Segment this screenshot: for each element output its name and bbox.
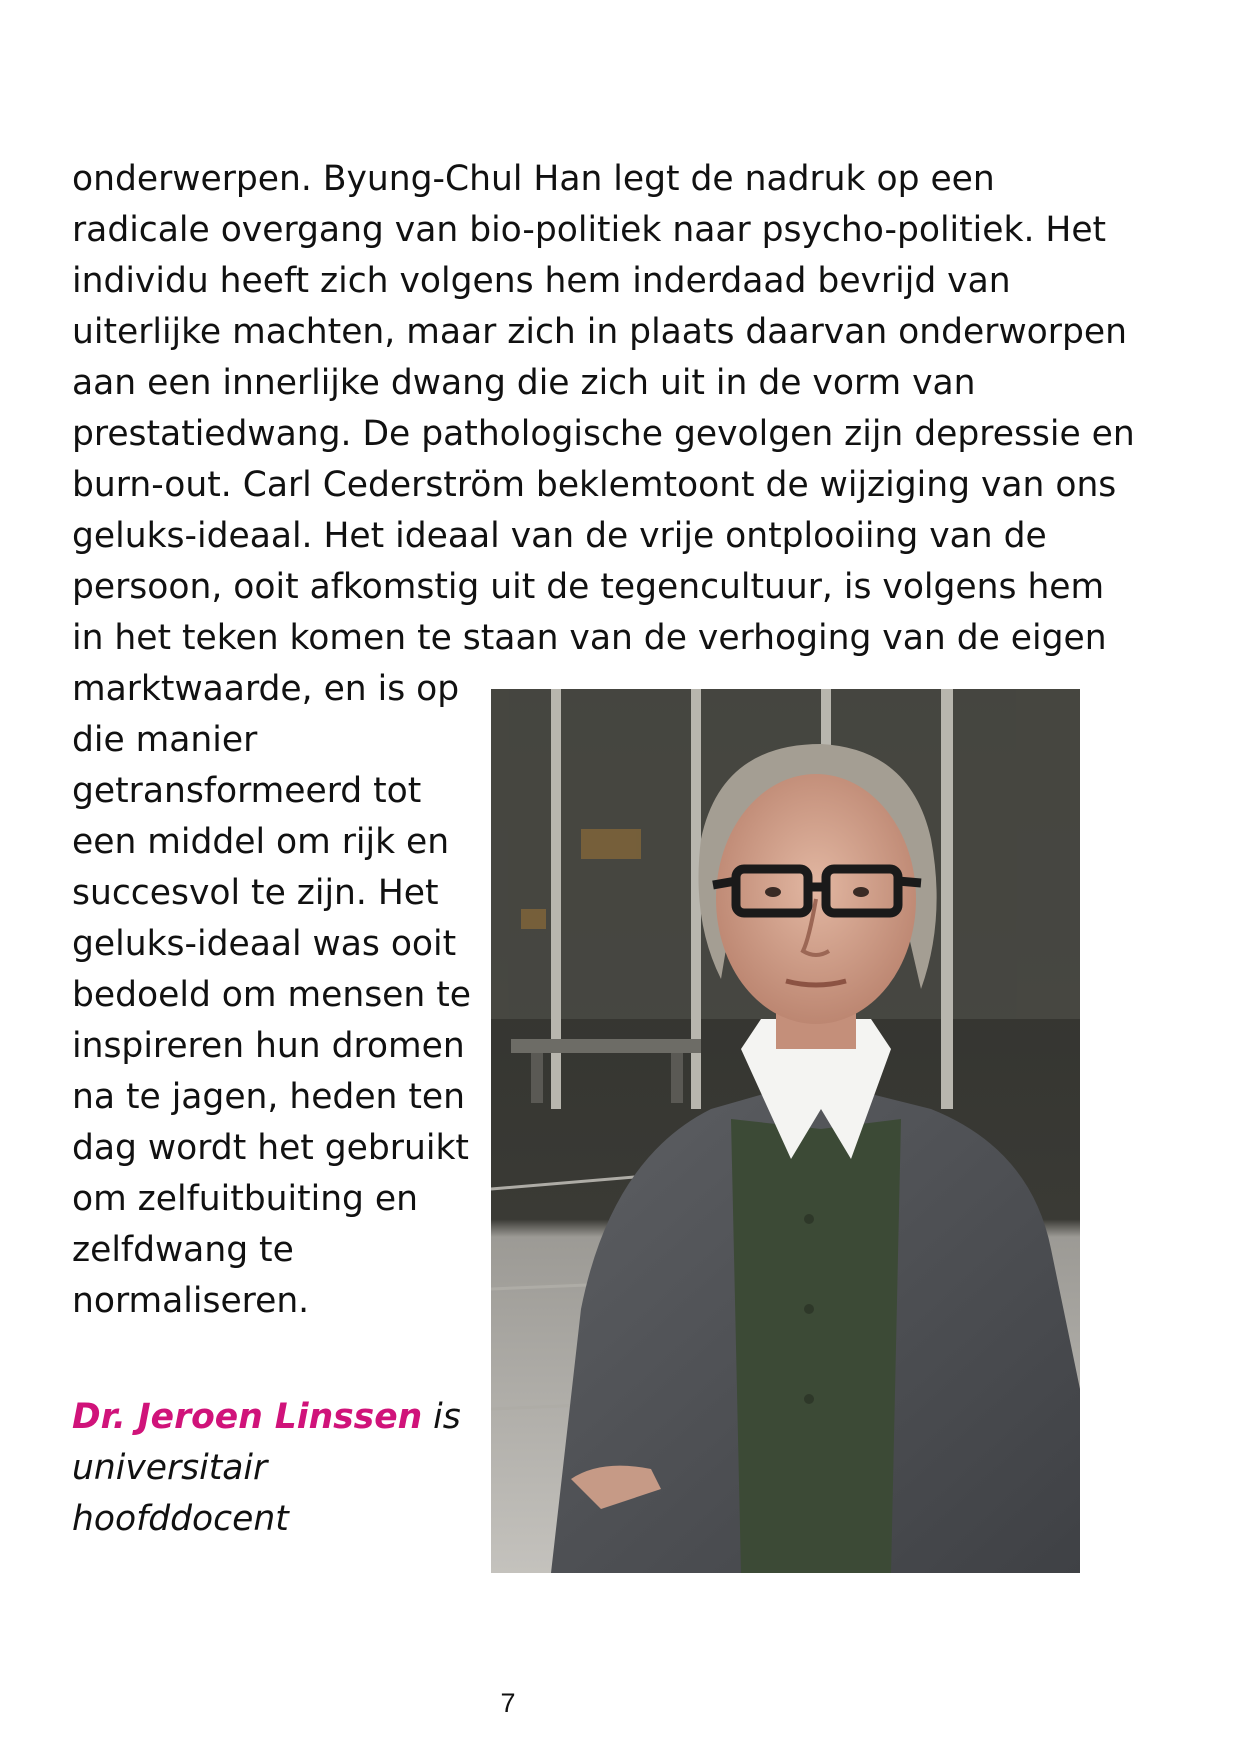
body-line: geluks-ideaal was ooit	[72, 924, 457, 964]
body-line: een middel om rijk en	[72, 822, 450, 862]
body-line: radicale overgang van bio-politiek naar psycho-politiek. Het	[72, 210, 1107, 250]
author-title-line: universitair	[72, 1448, 268, 1488]
body-line: inspireren hun dromen	[72, 1026, 465, 1066]
body-line: prestatiedwang. De pathologische gevolgen zijn depressie en	[72, 414, 1135, 454]
body-line: in het teken komen te staan van de verhoging van de eigen	[72, 618, 1107, 658]
body-line: individu heeft zich volgens hem inderdaad bevrijd van	[72, 261, 1011, 301]
author-title-line: hoofddocent	[72, 1499, 289, 1539]
body-line: aan een innerlijke dwang die zich uit in de vorm van	[72, 363, 976, 403]
body-line: zelfdwang te	[72, 1230, 294, 1270]
portrait-photo	[491, 689, 1080, 1573]
body-line: marktwaarde, en is op	[72, 669, 460, 709]
body-line: uiterlijke machten, maar zich in plaats daarvan onderworpen	[72, 312, 1127, 352]
body-line: getransformeerd tot	[72, 771, 422, 811]
author-credit-line	[72, 1392, 461, 1443]
body-line: normaliseren.	[72, 1281, 310, 1321]
body-line: succesvol te zijn. Het	[72, 873, 439, 913]
body-line: die manier	[72, 720, 258, 760]
page-number: 7	[500, 1688, 516, 1718]
body-line: bedoeld om mensen te	[72, 975, 471, 1015]
body-line: na te jagen, heden ten	[72, 1077, 466, 1117]
body-line: geluks-ideaal. Het ideaal van de vrije ontplooiing van de	[72, 516, 1047, 556]
body-line: burn-out. Carl Cederström beklemtoont de wijziging van ons	[72, 465, 1117, 505]
author-name: Dr. Jeroen Linssen	[72, 1397, 423, 1437]
body-line: dag wordt het gebruikt	[72, 1128, 469, 1168]
author-credit-suffix: is	[422, 1397, 461, 1437]
body-line: persoon, ooit afkomstig uit de tegencultuur, is volgens hem	[72, 567, 1105, 607]
body-line: om zelfuitbuiting en	[72, 1179, 419, 1219]
body-line: onderwerpen. Byung-Chul Han legt de nadruk op een	[72, 159, 995, 199]
